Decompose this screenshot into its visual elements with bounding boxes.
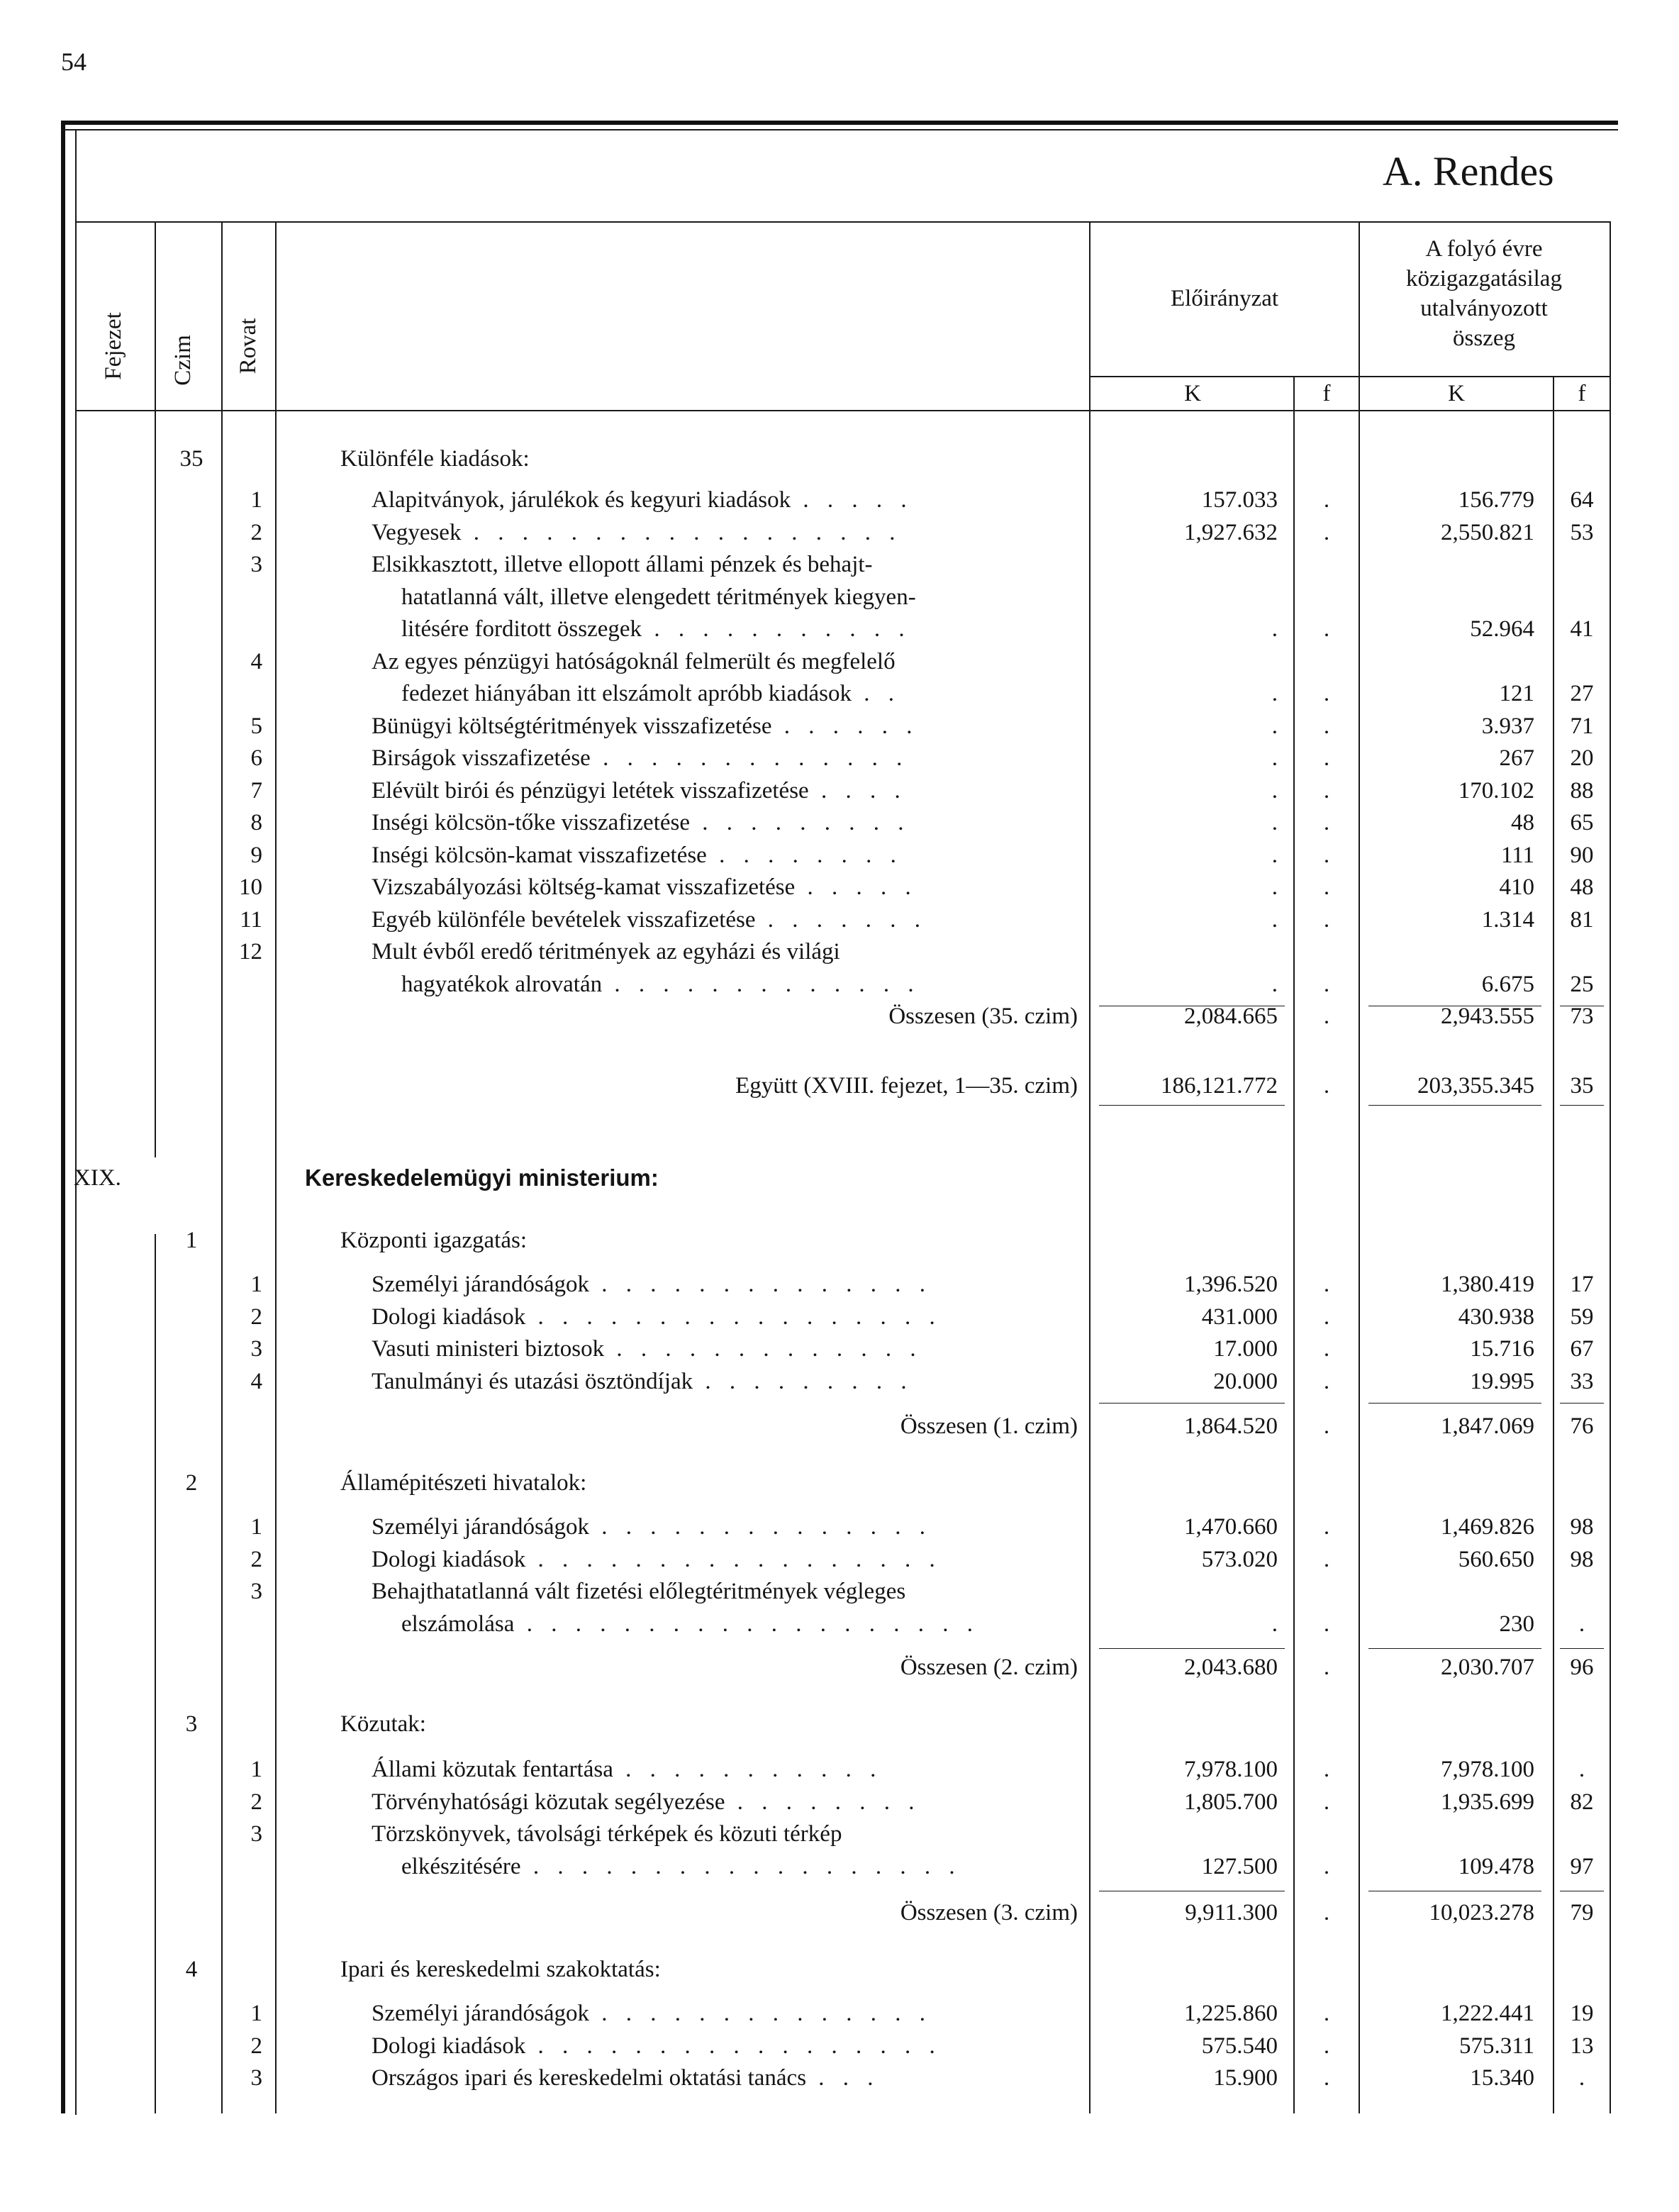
amount-f1: . [1323,1304,1330,1330]
amount-k1: . [1271,842,1278,868]
amount-f2: . [1578,2065,1585,2091]
dot-leader: . . . . . . . . . . . . . . . . . [525,1546,942,1572]
dot-leader: . . . . . . . . . . . . . . . . . . [520,1853,961,1879]
amount-f2: 33 [1570,1368,1594,1394]
item-text: hagyatékok alrovatán . . . . . . . . . . . . . [401,971,920,997]
chapter-number: XIX. [74,1165,121,1191]
rovat-number: 3 [250,1336,262,1362]
sum-rule [1099,1403,1285,1404]
dot-leader: . . . . [808,777,907,804]
amount-f1: . [1323,842,1330,868]
amount-k1: 431.000 [1201,1304,1278,1330]
amount-k2: 15.340 [1470,2065,1534,2091]
item-text: Egyéb különféle bevételek visszafizetése . . . . . . . [372,906,927,933]
total-label: Összesen (1. czim) [900,1413,1078,1439]
total-label: Összesen (35. czim) [888,1004,1078,1029]
amount-f1: . [1323,1546,1330,1572]
amount-f2: 41 [1570,616,1594,642]
rovat-number: 3 [250,552,262,577]
header-utalv-4: összeg [1453,326,1515,351]
amount-f2: 64 [1570,487,1594,513]
col-rovat-text [275,221,277,2113]
item-text: Alapitványok, járulékok és kegyuri kiadások . . . . . [372,487,913,513]
rovat-number: 1 [250,1514,262,1540]
amount-k2: 410 [1499,874,1534,900]
czim-number: 35 [179,446,203,472]
amount-k1: 1,927.632 [1184,519,1278,545]
amount-k1: 127.500 [1201,1853,1278,1879]
header-bottom-rule [75,410,1611,411]
amount-k2: 1.314 [1481,906,1534,933]
amount-f2: 17 [1570,1272,1594,1297]
col-fejezet-czim-2 [155,1234,156,2113]
item-text: Személyi járandóságok . . . . . . . . . . . . . . [372,2001,932,2026]
amount-f2: 35 [1570,1073,1594,1099]
amount-f2: 65 [1570,810,1594,835]
czim-number: 4 [185,1957,198,1982]
item-text: Bünügyi költségtéritmények visszafizetése . . . . . . [372,713,919,739]
amount-f2: 79 [1570,1900,1594,1925]
dot-leader: . . . . . . . . . [693,1368,913,1394]
item-text: Törzskönyvek, távolsági térképek és közuti térkép [372,1821,842,1847]
header-f2: f [1578,381,1586,406]
item-text: Személyi járandóságok . . . . . . . . . . . . . . [372,1272,932,1297]
amount-k2: 15.716 [1470,1336,1534,1362]
amount-k2: 10,023.278 [1429,1900,1534,1925]
amount-f1: . [1323,1611,1330,1637]
amount-k2: 3.937 [1481,713,1534,739]
amount-k1: 17.000 [1213,1336,1278,1362]
top-rule [61,121,1618,125]
amount-f1: . [1323,1655,1330,1680]
amount-k2: 170.102 [1458,777,1534,804]
item-text: Országos ipari és kereskedelmi oktatási tanács . . . [372,2065,880,2091]
amount-k1: . [1271,874,1278,900]
amount-f1: . [1323,1853,1330,1879]
amount-k1: 1,805.700 [1184,1789,1278,1815]
top-rule-thin [61,129,1618,130]
amount-f2: 90 [1570,842,1594,868]
grand-total-label: Együtt (XVIII. fejezet, 1—35. czim) [735,1073,1078,1099]
amount-f1: . [1323,745,1330,771]
amount-k2: 575.311 [1458,2033,1534,2059]
dot-leader: . . . . . . . . . . . . . . . . . [525,2033,942,2059]
item-text: Dologi kiadások . . . . . . . . . . . . . . . . . [372,1546,942,1572]
amount-k2: 19.995 [1470,1368,1534,1394]
item-text: Tanulmányi és utazási ösztöndíjak . . . . . . . . . [372,1368,913,1394]
amount-f2: 76 [1570,1413,1594,1439]
amount-k2: 430.938 [1458,1304,1534,1330]
header-utalv-1: A folyó évre [1425,236,1543,262]
amount-f2: 98 [1570,1546,1594,1572]
col-fejezet-czim [155,221,156,1157]
frame-right [1610,221,1611,2113]
item-text: Inségi kölcsön-tőke visszafizetése . . . . . . . . . [372,810,910,835]
amount-k2: 109.478 [1458,1853,1534,1879]
dot-leader: . . . . . . [771,713,919,739]
amount-k2: 1,847.069 [1441,1413,1534,1439]
item-text: Dologi kiadások . . . . . . . . . . . . . . . . . [372,2033,942,2059]
page-number: 54 [61,48,87,76]
item-text: Inségi kölcsön-kamat visszafizetése . . . . . . . . [372,842,903,868]
czim-number: 2 [185,1470,198,1496]
item-text: elkészitésére . . . . . . . . . . . . . . . . . . [401,1853,961,1879]
section-title: A. Rendes [1383,148,1554,194]
amount-k1: 1,396.520 [1184,1272,1278,1297]
amount-k1: 575.540 [1201,2033,1278,2059]
amount-k2: 230 [1499,1611,1534,1637]
amount-k1: 2,084.665 [1184,1004,1278,1029]
amount-f1: . [1323,1336,1330,1362]
dot-leader: . . . . . . . . [725,1789,921,1815]
amount-k2: 203,355.345 [1417,1073,1534,1099]
amount-k2: 2,943.555 [1441,1004,1534,1029]
amount-k1: 2,043.680 [1184,1655,1278,1680]
czim-number: 3 [185,1711,198,1737]
header-czim: Czim [170,335,196,386]
amount-k1: . [1271,616,1278,642]
header-k1: K [1184,381,1201,406]
rovat-number: 2 [250,519,262,545]
dot-leader: . . . . . [795,874,917,900]
sum-rule [1560,1105,1604,1106]
amount-f2: 27 [1570,681,1594,706]
amount-f2: . [1578,1611,1585,1637]
item-text: Behajthatatlanná vált fizetési előlegtéritmények végleges [372,1579,906,1604]
amount-f1: . [1323,1789,1330,1815]
amount-k1: 1,864.520 [1184,1413,1278,1439]
dot-leader: . . . . . . . . . . . [613,1757,883,1782]
amount-k2: 2,030.707 [1441,1655,1534,1680]
amount-k1: . [1271,810,1278,835]
left-rule [61,121,65,2113]
rovat-number: 3 [250,2065,262,2091]
amount-k2: 7,978.100 [1441,1757,1534,1782]
amount-k2: 1,380.419 [1441,1272,1534,1297]
rovat-number: 2 [250,2033,262,2059]
dot-leader: . . . . . . . [755,906,927,933]
amount-f2: 98 [1570,1514,1594,1540]
rovat-number: 8 [250,810,262,835]
dot-leader: . . . . . . . . . . . [642,616,911,642]
group-title: Államépitészeti hivatalok: [340,1470,587,1496]
item-text: Törvényhatósági közutak segélyezése . . . . . . . . [372,1789,921,1815]
rovat-number: 3 [250,1821,262,1847]
amount-k1: 186,121.772 [1161,1073,1278,1099]
amount-f1: . [1323,2065,1330,2091]
amount-f2: 59 [1570,1304,1594,1330]
dot-leader: . . . . . . . . . . . . . [590,745,909,771]
amount-f1: . [1323,1757,1330,1782]
rovat-number: 1 [250,487,262,513]
czim-number: 1 [185,1228,198,1253]
sum-rule [1368,1403,1541,1404]
dot-leader: . . . . . . . . . [690,810,910,835]
amount-k1: 1,470.660 [1184,1514,1278,1540]
header-utalv-2: közigazgatásilag [1406,266,1562,291]
dot-leader: . . . . . [791,487,913,513]
item-text: elszámolása . . . . . . . . . . . . . . . . . . . [401,1611,979,1637]
amount-k2: 1,935.699 [1441,1789,1534,1815]
rovat-number: 1 [250,1757,262,1782]
item-text: Mult évből eredő téritmények az egyházi és világi [372,939,840,965]
amount-f2: 73 [1570,1004,1594,1029]
rovat-number: 2 [250,1304,262,1330]
dot-leader: . . . . . . . . . . . . . . [589,2001,932,2026]
item-text: Dologi kiadások . . . . . . . . . . . . . . . . . [372,1304,942,1330]
frame-inner-left [75,129,77,2115]
amount-f2: 96 [1570,1655,1594,1680]
amount-k1: . [1271,745,1278,771]
amount-f2: 88 [1570,777,1594,804]
rovat-number: 2 [250,1789,262,1815]
header-utalv-3: utalványozott [1420,296,1548,321]
rovat-number: 6 [250,745,262,771]
rovat-number: 4 [250,648,262,674]
amount-f2: 67 [1570,1336,1594,1362]
amount-k1: 1,225.860 [1184,2001,1278,2026]
amount-f1: . [1323,906,1330,933]
rovat-number: 1 [250,2001,262,2026]
chapter-title: Kereskedelemügyi ministerium: [305,1165,659,1191]
amount-k2: 267 [1499,745,1534,771]
amount-f2: 82 [1570,1789,1594,1815]
amount-k2: 6.675 [1481,971,1534,997]
dot-leader: . . . . . . . . [706,842,903,868]
amount-f2: . [1578,1757,1585,1782]
total-label: Összesen (3. czim) [900,1900,1078,1925]
amount-f1: . [1323,2033,1330,2059]
amount-f1: . [1323,681,1330,706]
sum-rule [1368,1105,1541,1106]
dot-leader: . . . . . . . . . . . . . . . . . . [461,519,902,545]
total-label: Összesen (2. czim) [900,1655,1078,1680]
amount-k1: 157.033 [1201,487,1278,513]
amount-f1: . [1323,1514,1330,1540]
item-text: Az egyes pénzügyi hatóságoknál felmerült és megfelelő [372,648,896,674]
rovat-number: 7 [250,777,262,804]
amount-f1: . [1323,713,1330,739]
amount-f1: . [1323,971,1330,997]
amount-f1: . [1323,1004,1330,1029]
dot-leader: . . [852,681,901,706]
item-text: Állami közutak fentartása . . . . . . . . . . . [372,1757,883,1782]
item-text: hatatlanná vált, illetve elengedett téritmények kiegyen- [401,584,916,610]
rovat-number: 10 [239,874,262,900]
header-top-rule [75,221,1611,223]
header-rovat: Rovat [235,318,261,374]
item-text: Birságok visszafizetése . . . . . . . . . . . . . [372,745,909,771]
dot-leader: . . . . . . . . . . . . . . [589,1514,932,1540]
header-k2: K [1448,381,1465,406]
rovat-number: 2 [250,1546,262,1572]
amount-f1: . [1323,1272,1330,1297]
amount-k1: 9,911.300 [1185,1900,1278,1925]
amount-k2: 121 [1499,681,1534,706]
item-text: Vegyesek . . . . . . . . . . . . . . . . . . [372,519,902,545]
amount-f1: . [1323,777,1330,804]
amount-f2: 81 [1570,906,1594,933]
amount-k2: 111 [1500,842,1534,868]
amount-k1: . [1271,713,1278,739]
amount-f1: . [1323,874,1330,900]
dot-leader: . . . . . . . . . . . . . . [589,1272,932,1297]
amount-k2: 560.650 [1458,1546,1534,1572]
amount-f2: 25 [1570,971,1594,997]
group-title: Különféle kiadások: [340,446,530,472]
amount-f2: 48 [1570,874,1594,900]
amount-f2: 53 [1570,519,1594,545]
rovat-number: 11 [240,906,262,933]
amount-f2: 20 [1570,745,1594,771]
sum-rule [1560,1648,1604,1649]
amount-f1: . [1323,1073,1330,1099]
amount-k2: 1,222.441 [1441,2001,1534,2026]
dot-leader: . . . . . . . . . . . . . [602,971,920,997]
amount-k1: 15.900 [1213,2065,1278,2091]
col-czim-rovat [221,221,223,2113]
kf-rule [1089,376,1611,377]
amount-k2: 1,469.826 [1441,1514,1534,1540]
amount-f2: 71 [1570,713,1594,739]
sum-rule [1560,1403,1604,1404]
amount-k1: . [1271,906,1278,933]
item-text: Vizszabályozási költség-kamat visszafizetése . . . . . [372,874,917,900]
amount-k1: . [1271,1611,1278,1637]
amount-f1: . [1323,1900,1330,1925]
amount-k1: . [1271,681,1278,706]
header-f1: f [1322,381,1331,406]
item-text: litésére forditott összegek . . . . . . . . . . . [401,616,911,642]
amount-k1: 20.000 [1213,1368,1278,1394]
amount-f2: 97 [1570,1853,1594,1879]
dot-leader: . . . . . . . . . . . . . . . . . . . [514,1611,979,1637]
header-fejezet: Fejezet [101,312,126,380]
group-title: Közutak: [340,1711,426,1737]
sum-rule [1099,1648,1285,1649]
amount-f1: . [1323,519,1330,545]
group-title: Központi igazgatás: [340,1228,528,1253]
dot-leader: . . . . . . . . . . . . . . . . . [525,1304,942,1330]
rovat-number: 1 [250,1272,262,1297]
amount-f2: 19 [1570,2001,1594,2026]
header-eloiranyzat: Előirányzat [1170,286,1279,311]
amount-f1: . [1323,1413,1330,1439]
amount-f1: . [1323,487,1330,513]
rovat-number: 3 [250,1579,262,1604]
amount-k1: 7,978.100 [1184,1757,1278,1782]
item-text: Elévült birói és pénzügyi letétek visszafizetése . . . . [372,777,907,804]
sum-rule [1099,1105,1285,1106]
group-title: Ipari és kereskedelmi szakoktatás: [340,1957,661,1982]
col-text-k1 [1089,221,1090,2113]
sum-rule [1368,1648,1541,1649]
rovat-number: 5 [250,713,262,739]
amount-f1: . [1323,616,1330,642]
amount-k2: 2,550.821 [1441,519,1534,545]
amount-k2: 156.779 [1458,487,1534,513]
amount-f1: . [1323,1368,1330,1394]
amount-k2: 52.964 [1470,616,1534,642]
amount-f1: . [1323,810,1330,835]
amount-k2: 48 [1511,810,1534,835]
amount-f1: . [1323,2001,1330,2026]
amount-k1: . [1271,971,1278,997]
dot-leader: . . . . . . . . . . . . . [604,1336,922,1362]
item-text: Vasuti ministeri biztosok . . . . . . . . . . . . . [372,1336,922,1362]
amount-f2: 13 [1570,2033,1594,2059]
item-text: fedezet hiányában itt elszámolt apróbb kiadások . . [401,681,901,706]
item-text: Elsikkasztott, illetve ellopott állami pénzek és behajt- [372,552,873,577]
rovat-number: 9 [250,842,262,868]
dot-leader: . . . [806,2065,880,2091]
rovat-number: 12 [239,939,262,965]
amount-k1: . [1271,777,1278,804]
rovat-number: 4 [250,1368,262,1394]
amount-k1: 573.020 [1201,1546,1278,1572]
item-text: Személyi járandóságok . . . . . . . . . . . . . . [372,1514,932,1540]
